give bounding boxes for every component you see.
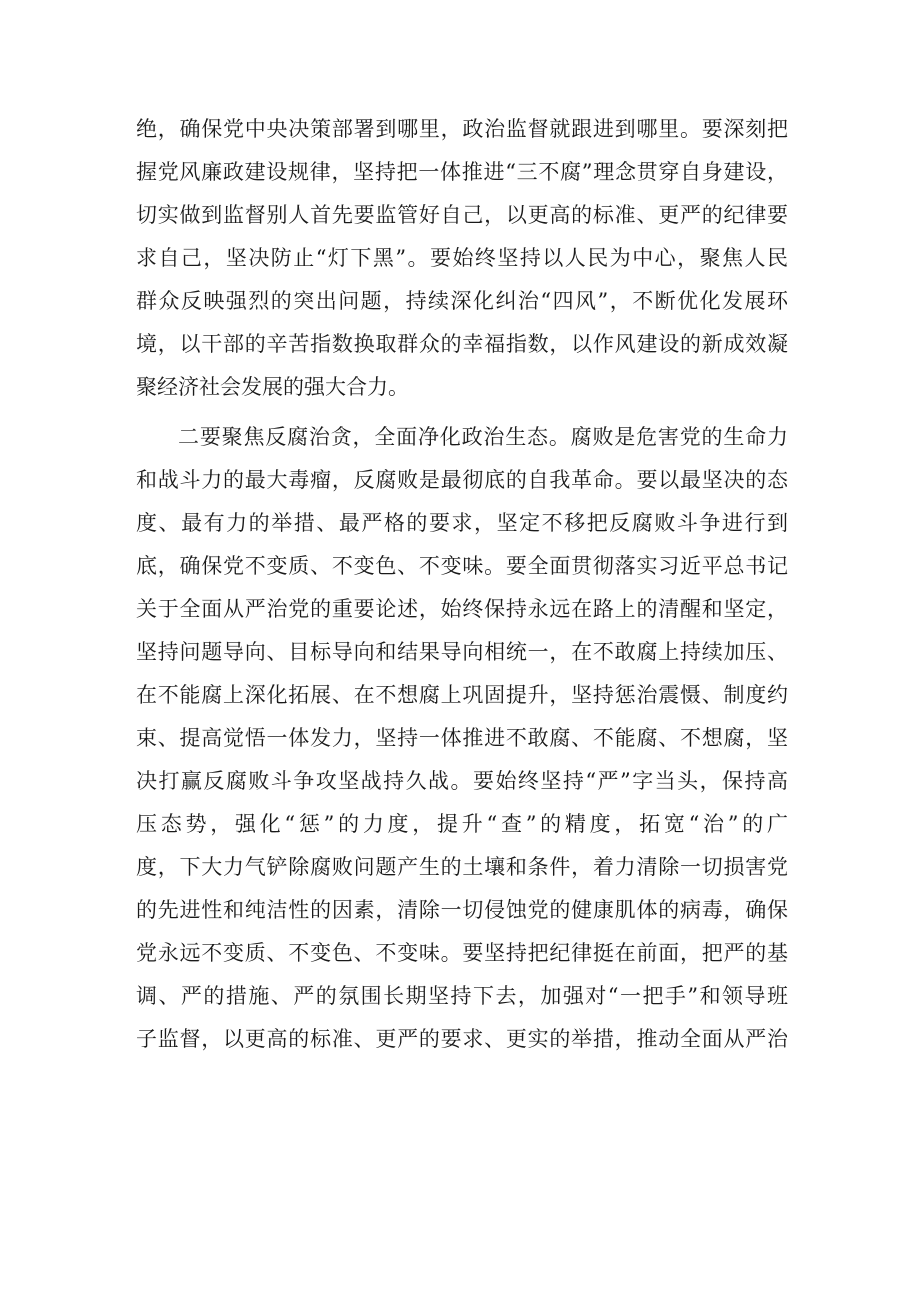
paragraph-line: 子监督，以更高的标准、更严的要求、更实的举措，推动全面从严治 bbox=[136, 1027, 788, 1051]
paragraph-line: 关于全面从严治党的重要论述，始终保持永远在路上的清醒和坚定， bbox=[136, 597, 788, 621]
paragraph-line: 二要聚焦反腐治贪，全面净化政治生态。腐败是危害党的生命力 bbox=[178, 425, 788, 449]
paragraph-line: 底，确保党不变质、不变色、不变味。要全面贯彻落实习近平总书记 bbox=[136, 554, 788, 578]
paragraph-line: 决打赢反腐败斗争攻坚战持久战。要始终坚持“严”字当头，保持高 bbox=[136, 769, 788, 793]
paragraph-line: 的先进性和纯洁性的因素，清除一切侵蚀党的健康肌体的病毒，确保 bbox=[136, 898, 788, 922]
paragraph-1 bbox=[136, 108, 788, 409]
paragraph-line: 调、严的措施、严的氛围长期坚持下去，加强对“一把手”和领导班 bbox=[136, 984, 788, 1008]
paragraph-line: 聚经济社会发展的强大合力。 bbox=[136, 375, 409, 399]
document-body bbox=[136, 108, 788, 1061]
paragraph-line: 和战斗力的最大毒瘤，反腐败是最彻底的自我革命。要以最坚决的态 bbox=[136, 468, 788, 492]
paragraph-line: 党永远不变质、不变色、不变味。要坚持把纪律挺在前面，把严的基 bbox=[136, 941, 788, 965]
paragraph-line: 在不能腐上深化拓展、在不想腐上巩固提升，坚持惩治震慑、制度约 bbox=[136, 683, 788, 707]
paragraph-spacer bbox=[136, 409, 788, 416]
paragraph-line: 群众反映强烈的突出问题，持续深化纠治“四风”，不断优化发展环 bbox=[136, 289, 788, 313]
paragraph-line: 度，下大力气铲除腐败问题产生的土壤和条件，着力清除一切损害党 bbox=[136, 855, 788, 879]
paragraph-line: 坚持问题导向、目标导向和结果导向相统一，在不敢腐上持续加压、 bbox=[136, 640, 788, 664]
paragraph-line: 境，以干部的辛苦指数换取群众的幸福指数，以作风建设的新成效凝 bbox=[136, 332, 788, 356]
paragraph-line: 切实做到监督别人首先要监管好自己，以更高的标准、更严的纪律要 bbox=[136, 203, 788, 227]
paragraph-line: 压态势，强化“惩”的力度，提升“查”的精度，拓宽“治”的广 bbox=[136, 812, 788, 836]
paragraph-line: 束、提高觉悟一体发力，坚持一体推进不敢腐、不能腐、不想腐，坚 bbox=[136, 726, 788, 750]
paragraph-line: 度、最有力的举措、最严格的要求，坚定不移把反腐败斗争进行到 bbox=[136, 511, 788, 535]
paragraph-2 bbox=[136, 416, 788, 1061]
paragraph-line: 求自己，坚决防止“灯下黑”。要始终坚持以人民为中心，聚焦人民 bbox=[136, 246, 788, 270]
paragraph-line: 握党风廉政建设规律，坚持把一体推进“三不腐”理念贯穿自身建设， bbox=[136, 160, 788, 184]
paragraph-line: 绝，确保党中央决策部署到哪里，政治监督就跟进到哪里。要深刻把 bbox=[136, 117, 788, 141]
